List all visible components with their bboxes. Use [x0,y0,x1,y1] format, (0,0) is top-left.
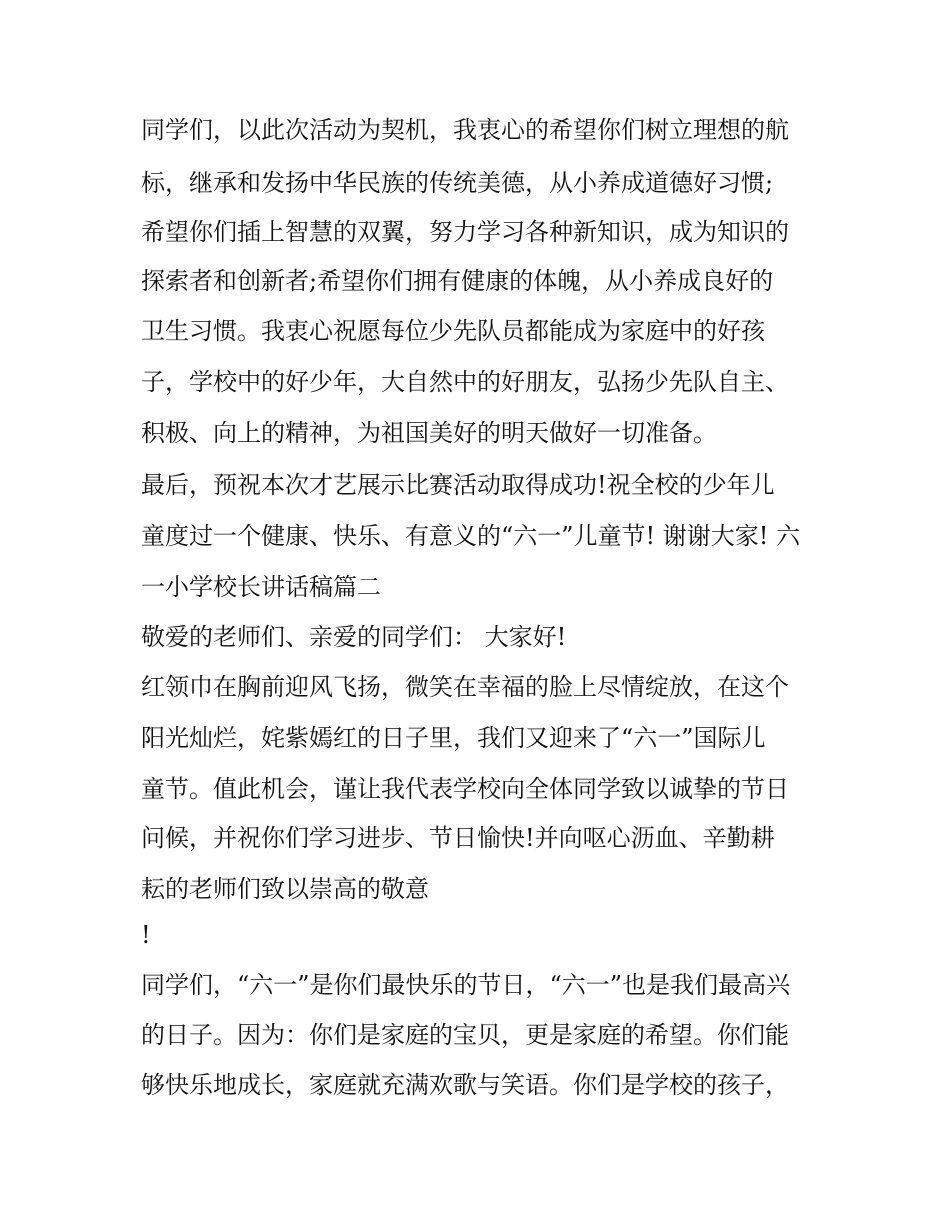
text-line-13: 阳光灿烂，姹紫嫣红的日子里，我们又迎来了“六一”国际儿 [141,724,766,752]
text-line-1: 同学们，以此次活动为契机，我衷心的希望你们树立理想的航 [141,116,789,144]
text-line-16: 耘的老师们致以崇高的敬意 [141,875,429,903]
text-line-20: 够快乐地成长，家庭就充满欢歌与笑语。你们是学校的孩子， [141,1071,789,1099]
text-line-14: 童节。值此机会，谨让我代表学校向全体同学致以诚挚的节日 [141,775,789,803]
text-line-19: 的日子。因为：你们是家庭的宝贝，更是家庭的希望。你们能 [141,1021,789,1049]
text-line-10: 一小学校长讲话稿篇二 [141,573,381,601]
text-line-15: 问候，并祝你们学习进步、节日愉快!并向呕心沥血、辛勤耕 [141,824,775,852]
text-line-5: 卫生习惯。我衷心祝愿每位少先队员都能成为家庭中的好孩 [141,317,765,345]
text-line-6: 子，学校中的好少年，大自然中的好朋友，弘扬少先队自主、 [141,368,789,396]
text-line-7: 积极、向上的精神，为祖国美好的明天做好一切准备。 [141,419,717,447]
text-line-18: 同学们，“六一”是你们最快乐的节日，“六一”也是我们最高兴 [141,971,791,999]
text-line-17: ! [141,921,151,949]
text-line-11: 敬爱的老师们、亲爱的同学们： 大家好! [141,623,567,651]
text-line-8: 最后，预祝本次才艺展示比赛活动取得成功!祝全校的少年儿 [141,471,775,499]
text-line-3: 希望你们插上智慧的双翼，努力学习各种新知识，成为知识的 [141,218,789,246]
text-line-9: 童度过一个健康、快乐、有意义的“六一”儿童节! 谢谢大家! 六 [141,522,801,550]
text-line-2: 标，继承和发扬中华民族的传统美德，从小养成道德好习惯; [141,169,774,197]
text-line-4: 探索者和创新者;希望你们拥有健康的体魄，从小养成良好的 [141,267,774,295]
text-line-12: 红领巾在胸前迎风飞扬，微笑在幸福的脸上尽情绽放，在这个 [141,673,789,701]
